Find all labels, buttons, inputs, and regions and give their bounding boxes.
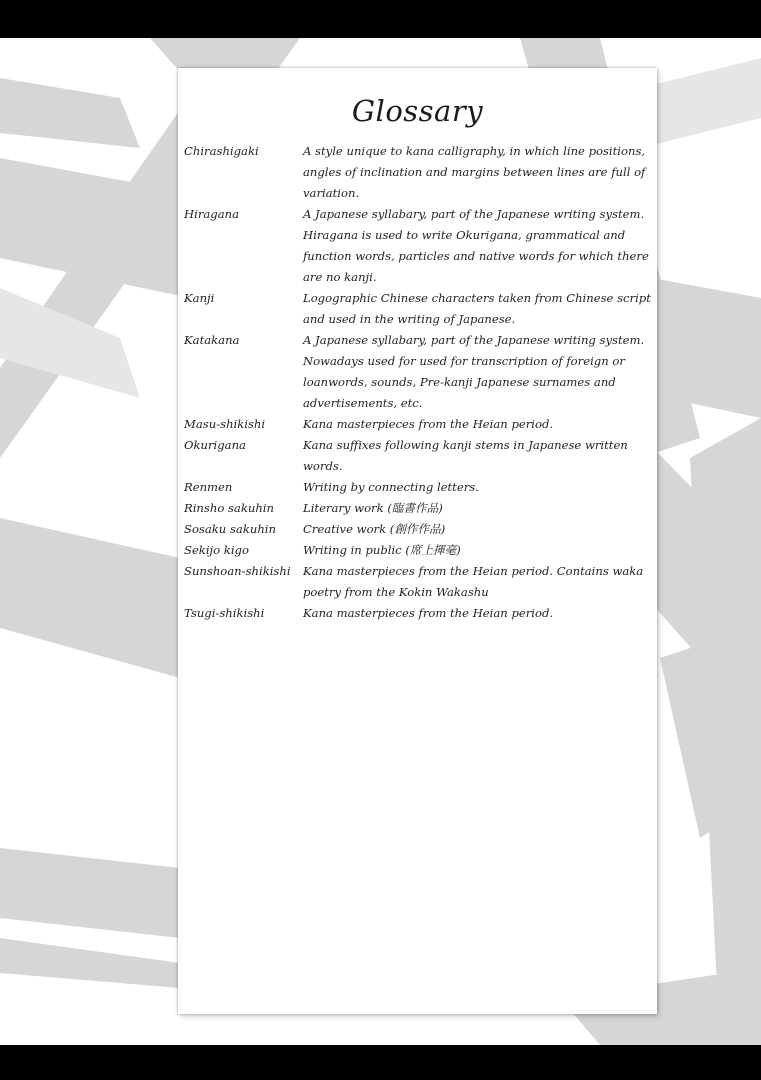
glossary-entry xyxy=(184,603,656,624)
glossary-term: Masu-shikishi xyxy=(184,417,266,431)
glossary-entry xyxy=(184,330,656,414)
glossary-term: Katakana xyxy=(184,333,240,347)
glossary-definition: Logographic Chinese characters taken from Chinese script and used in the writing of Japanese. xyxy=(303,291,651,326)
glossary-definition: Kana masterpieces from the Heian period. xyxy=(303,417,554,431)
glossary-definition: Kana masterpieces from the Heian period. xyxy=(303,606,554,620)
glossary-entry xyxy=(184,498,656,519)
glossary-entry xyxy=(184,141,656,204)
glossary-list xyxy=(184,141,656,624)
glossary-entry xyxy=(184,561,656,603)
page-title: Glossary xyxy=(351,94,484,128)
glossary-term: Tsugi-shikishi xyxy=(184,606,265,620)
glossary-term: Rinsho sakuhin xyxy=(184,501,274,515)
glossary-definition: Literary work (臨書作品) xyxy=(303,501,443,515)
glossary-definition: Creative work (創作作品) xyxy=(303,522,446,536)
glossary-term: Sunshoan-shikishi xyxy=(184,564,291,578)
glossary-entry xyxy=(184,477,656,498)
glossary-page xyxy=(178,68,657,1014)
glossary-term: Renmen xyxy=(184,480,233,494)
glossary-definition: Writing in public (席上揮毫) xyxy=(303,543,461,557)
glossary-term: Kanji xyxy=(184,291,215,305)
glossary-entry xyxy=(184,519,656,540)
glossary-entry xyxy=(184,414,656,435)
glossary-entry xyxy=(184,204,656,288)
glossary-entry xyxy=(184,435,656,477)
glossary-term: Hiragana xyxy=(184,207,239,221)
glossary-definition: A Japanese syllabary, part of the Japanese writing system. Nowadays used for used for transcription of foreign or loanwords, sounds, Pre-kanji Japanese surnames and advertisements, etc. xyxy=(303,333,645,410)
glossary-term: Okurigana xyxy=(184,438,246,452)
glossary-entry xyxy=(184,540,656,561)
glossary-definition: Kana masterpieces from the Heian period. Contains waka poetry from the Kokin Wakashu xyxy=(303,564,644,599)
glossary-definition: Kana suffixes following kanji stems in Japanese written words. xyxy=(303,438,628,473)
glossary-definition: A style unique to kana calligraphy, in which line positions, angles of inclination and margins between lines are full of variation. xyxy=(303,144,646,200)
top-black-bar xyxy=(0,0,761,38)
glossary-term: Sekijo kigo xyxy=(184,543,249,557)
bottom-black-bar xyxy=(0,1045,761,1080)
glossary-term: Sosaku sakuhin xyxy=(184,522,276,536)
glossary-definition: Writing by connecting letters. xyxy=(303,480,479,494)
glossary-entry xyxy=(184,288,656,330)
glossary-definition: A Japanese syllabary, part of the Japanese writing system. Hiragana is used to write Okurigana, grammatical and function words, particles and native words for which there are no kanji. xyxy=(303,207,649,284)
glossary-term: Chirashigaki xyxy=(184,144,259,158)
